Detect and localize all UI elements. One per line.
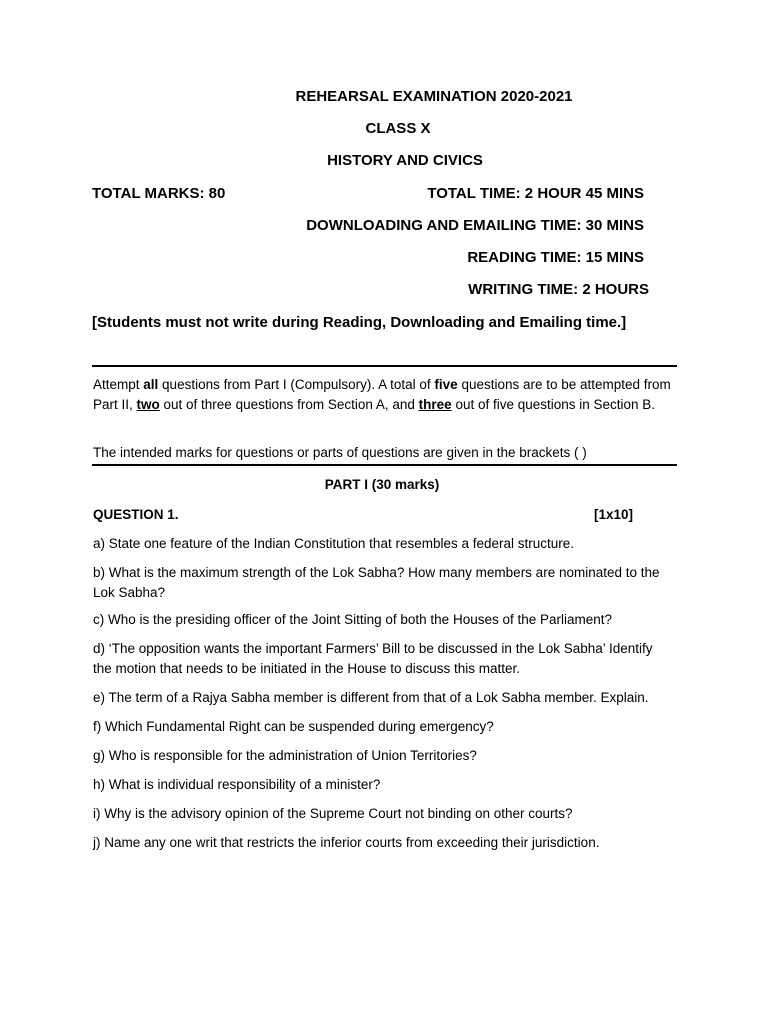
question-item-a: a) State one feature of the Indian Constitution that resembles a federal structure. (93, 536, 575, 551)
question-label: QUESTION 1. (93, 507, 179, 522)
class-label: CLASS X (365, 120, 431, 137)
top-rule (92, 365, 677, 367)
question-item-g: g) Who is responsible for the administration of Union Territories? (93, 748, 477, 763)
question-item-h: h) What is individual responsibility of a minister? (93, 777, 381, 792)
question-item-j: j) Name any one writ that restricts the inferior courts from exceeding their jurisdiction. (93, 835, 600, 850)
question-item-d: d) ‘The opposition wants the important Farmers’ Bill to be discussed in the Lok Sabha’ Identify the motion that needs to be initiated in the House to discuss this matter. (93, 641, 653, 676)
total-marks: TOTAL MARKS: 80 (92, 185, 226, 202)
exam-title: REHEARSAL EXAMINATION 2020-2021 (295, 88, 573, 105)
total-time: TOTAL TIME: 2 HOUR 45 MINS (427, 185, 644, 202)
notice: [Students must not write during Reading, Downloading and Emailing time.] (92, 314, 627, 331)
subject-label: HISTORY AND CIVICS (327, 152, 483, 169)
part-heading: PART I (30 marks) (324, 477, 440, 492)
question-item-b: b) What is the maximum strength of the Lok Sabha? How many members are nominated to the Lok Sabha? (93, 565, 660, 600)
writing-time: WRITING TIME: 2 HOURS (468, 281, 649, 298)
question-item-e: e) The term of a Rajya Sabha member is different from that of a Lok Sabha member. Explain. (93, 690, 649, 705)
bottom-rule (92, 464, 677, 466)
reading-time: READING TIME: 15 MINS (467, 249, 644, 266)
question-item-f: f) Which Fundamental Right can be suspended during emergency? (93, 719, 494, 734)
question-item-i: i) Why is the advisory opinion of the Supreme Court not binding on other courts? (93, 806, 573, 821)
marks-note: The intended marks for questions or parts of questions are given in the brackets ( ) (93, 445, 587, 460)
instructions-paragraph: Attempt all questions from Part I (Compulsory). A total of five questions are to be attempted from Part II, two out of three questions from Section A, and three out of five questions in Section B. (93, 377, 671, 412)
question-item-c: c) Who is the presiding officer of the Joint Sitting of both the Houses of the Parliament? (93, 612, 613, 627)
question-marks: [1x10] (593, 507, 633, 522)
download-time: DOWNLOADING AND EMAILING TIME: 30 MINS (306, 217, 644, 234)
